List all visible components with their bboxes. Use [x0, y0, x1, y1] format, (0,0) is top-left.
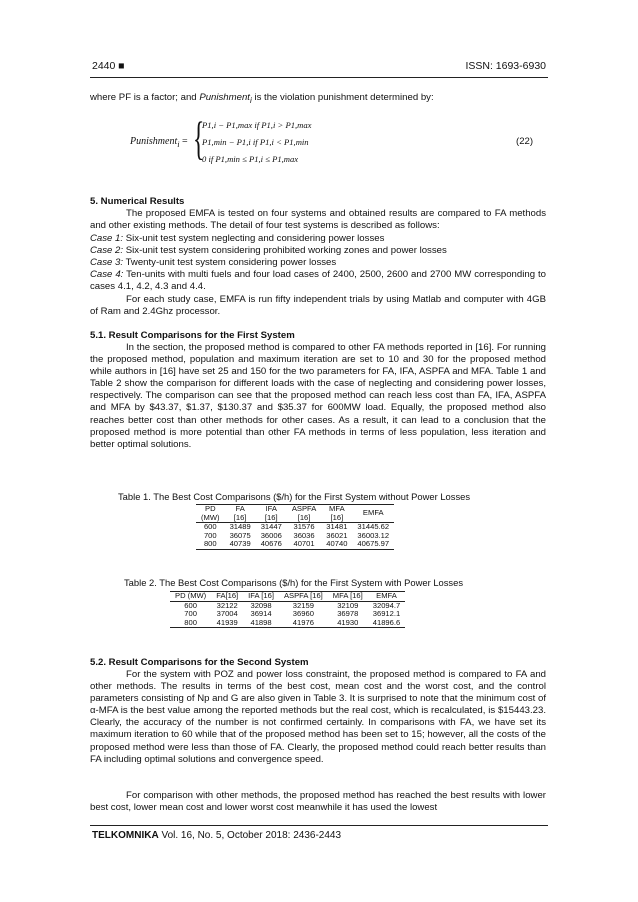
table-cell: 800 — [184, 617, 197, 627]
footer-journal: TELKOMNIKA — [92, 830, 159, 841]
table-2 — [170, 591, 405, 628]
table-row — [170, 619, 405, 628]
equation-case-3: 0 if P1,min ≤ P1,i ≤ P1,max — [202, 154, 299, 164]
issn-label: ISSN: 1693-6930 — [465, 60, 546, 72]
section-5-2-paragraph-2: For comparison with other methods, the proposed method has reached the best results with lower best cost, lower mean cost and lower worst cost meanwhile it has used the lowest — [90, 790, 546, 814]
table-row — [196, 540, 394, 549]
table-1-header-text: [16] — [330, 512, 344, 522]
intro-sub: i — [249, 95, 252, 105]
table-2-header: IFA [16] — [243, 592, 279, 602]
case-2-text: Six-unit test system considering prohibited working zones and power losses — [123, 245, 447, 256]
case-3-text: Twenty-unit test system considering power losses — [123, 257, 337, 268]
section-5-paragraph-2: For each study case, EMFA is run fifty independent trials by using Matlab and computer with 4GB of Ram and 2.4Ghz processor. — [90, 294, 546, 318]
table-1-header-row — [196, 505, 394, 523]
table-cell: 32159 — [292, 600, 314, 610]
table-cell: 32122 — [216, 600, 238, 610]
table-1-header-text: (MW) — [201, 512, 220, 522]
equation-lhs-sub: i — [177, 140, 180, 149]
header-rule — [90, 77, 548, 78]
table-2-header-row — [170, 592, 405, 602]
table-cell: 41976 — [292, 617, 314, 627]
header-marker: ■ — [118, 60, 125, 72]
table-1-header — [256, 505, 287, 523]
intro-post: is the violation punishment determined by: — [251, 92, 434, 103]
table-cell: 36914 — [250, 609, 272, 619]
table-1-header — [196, 505, 225, 523]
table-1-header-text: [16] — [233, 512, 247, 522]
table-1-header — [225, 505, 256, 523]
table-1-header — [352, 505, 394, 523]
table-cell: 800 — [203, 539, 217, 549]
table-cell: 41939 — [216, 617, 238, 627]
table-cell: 40675.97 — [357, 539, 390, 549]
equation-equals: = — [179, 136, 188, 147]
table-cell: 31576 — [293, 522, 315, 532]
case-4 — [90, 269, 546, 293]
table-cell: 32098 — [250, 600, 272, 610]
page-number: 2440 — [92, 60, 116, 72]
table-cell: 41898 — [250, 617, 272, 627]
table-cell: 36006 — [260, 530, 282, 540]
table-cell: 31445.62 — [357, 522, 390, 532]
table-1-header-text: ASPFA — [291, 504, 317, 513]
table-cell: 40740 — [326, 539, 348, 549]
table-1-header — [321, 505, 352, 523]
case-1-text: Six-unit test system neglecting and considering power losses — [123, 233, 385, 244]
equation-brace: { — [193, 113, 205, 165]
table-1-header-text: IFA — [265, 504, 277, 513]
table-row — [170, 601, 405, 610]
table-cell: 31489 — [229, 522, 251, 532]
table-cell: 600 — [203, 522, 217, 532]
section-5-title: 5. Numerical Results — [90, 196, 185, 207]
table-1-header-text: EMFA — [362, 508, 384, 518]
case-4-label: Case 4: — [90, 269, 124, 280]
table-cell: 36912.1 — [372, 609, 401, 619]
equation-22 — [130, 113, 550, 176]
table-cell: 32109 — [337, 600, 359, 610]
table-cell: 41896.6 — [372, 617, 401, 627]
section-5-2-title: 5.2. Result Comparisons for the Second System — [90, 657, 309, 668]
table-1-header-text: FA — [235, 504, 245, 513]
equation-case-2: P1,min − P1,i if P1,i < P1,min — [202, 137, 309, 147]
section-5-1-paragraph: In the section, the proposed method is compared to other FA methods reported in [16]. For running the proposed method, population and maximum iteration are set to 10 and 30 for the proposed method while authors in [16] have set 25 and 150 for the two parameters for FA, IFA, ASPFA and MFA. Table 1 and Table 2 show the comparison for different loads with the case of neglecting and considering power losses, respectively. The comparison can see that the proposed method can reach less cost than FA, IFA, ASPFA and MFA by $43.37, $1.37, $130.37 and $35.37 for 600MW load. Equally, the proposed method also reaches better cost than other methods for other cases. As a result, it can lead to a conclusion that the proposed method is more potential than other FA methods in terms of less population, less iteration and better optimal solutions. — [90, 342, 546, 450]
footer-citation: Vol. 16, No. 5, October 2018: 2436-2443 — [158, 830, 342, 841]
equation-lhs — [130, 136, 188, 149]
table-2-caption: Table 2. The Best Cost Comparisons ($/h) for the First System with Power Losses — [124, 577, 464, 588]
section-5-paragraph-1: The proposed EMFA is tested on four systems and obtained results are compared to FA methods and other existing methods. The detail of four test systems is described as follows: — [90, 208, 546, 232]
table-cell: 36960 — [292, 609, 314, 619]
equation-number: (22) — [516, 136, 534, 147]
table-cell: 36075 — [229, 530, 251, 540]
case-2 — [90, 245, 546, 257]
table-cell: 40739 — [229, 539, 251, 549]
table-cell: 31447 — [260, 522, 282, 532]
table-1 — [196, 504, 394, 550]
table-1-header-text: MFA — [329, 504, 345, 513]
table-cell: 36036 — [293, 530, 315, 540]
table-cell: 32094.7 — [372, 600, 401, 610]
equation-lhs-text: Punishment — [130, 136, 178, 147]
case-3 — [90, 257, 546, 269]
case-1-label: Case 1: — [90, 233, 124, 244]
table-cell: 600 — [184, 600, 197, 610]
table-cell: 40701 — [293, 539, 315, 549]
intro-line — [90, 92, 546, 107]
section-5-2-paragraph-1: For the system with POZ and power loss constraint, the proposed method is compared to FA and other methods. The results in terms of the best cost, mean cost and the worst cost, and the control parameters consisting of Np and G are also given in Table 3. It is surprised to note that the minimum cost of α-MFA is the best value among the reported methods but the real cost, which is recalculated, is $15443.23. Clearly, the accuracy of the number is not confirmed certainly. In comparisons with FA, we have set its maximum iteration to 60 while that of the proposed method has been set to 15; however, all the costs of the proposed method were less than those of FA. Clearly, the proposed method could reach better results than FA including optimal solutions and convergence speed. — [90, 669, 546, 765]
equation-case-1: P1,i − P1,max if P1,i > P1,max — [202, 120, 312, 130]
table-1-header-text: [16] — [297, 512, 311, 522]
case-2-label: Case 2: — [90, 245, 124, 256]
table-1-header — [287, 505, 321, 523]
case-4-text: Ten-units with multi fuels and four load cases of 2400, 2500, 2600 and 2700 MW corresponding to cases 4.1, 4.2, 4.3 and 4.4. — [90, 269, 546, 293]
table-2-header: PD (MW) — [170, 592, 211, 602]
table-1-header-text: [16] — [264, 512, 278, 522]
table-2-header: ASPFA [16] — [279, 592, 328, 602]
table-cell: 31481 — [326, 522, 348, 532]
table-cell: 36003.12 — [357, 530, 390, 540]
table-row — [170, 610, 405, 619]
table-cell: 36021 — [326, 530, 348, 540]
page-footer — [92, 830, 341, 841]
table-cell: 700 — [203, 530, 217, 540]
page-header-left — [92, 60, 125, 72]
table-cell: 37004 — [216, 609, 238, 619]
table-1-caption: Table 1. The Best Cost Comparisons ($/h) for the First System without Power Losses — [118, 491, 471, 502]
footer-rule — [90, 825, 548, 826]
table-2-header: EMFA — [368, 592, 405, 602]
table-cell: 36978 — [337, 609, 359, 619]
section-5-1-title: 5.1. Result Comparisons for the First System — [90, 330, 295, 341]
case-3-label: Case 3: — [90, 257, 124, 268]
table-1-header-text: PD — [205, 504, 216, 513]
case-1 — [90, 233, 546, 245]
table-2-header: FA[16] — [211, 592, 243, 602]
table-2-header: MFA [16] — [328, 592, 368, 602]
intro-italic: Punishment — [199, 92, 250, 103]
intro-pre: where PF is a factor; and — [90, 92, 200, 103]
table-cell: 700 — [184, 609, 197, 619]
table-cell: 41930 — [337, 617, 359, 627]
table-cell: 40676 — [260, 539, 282, 549]
